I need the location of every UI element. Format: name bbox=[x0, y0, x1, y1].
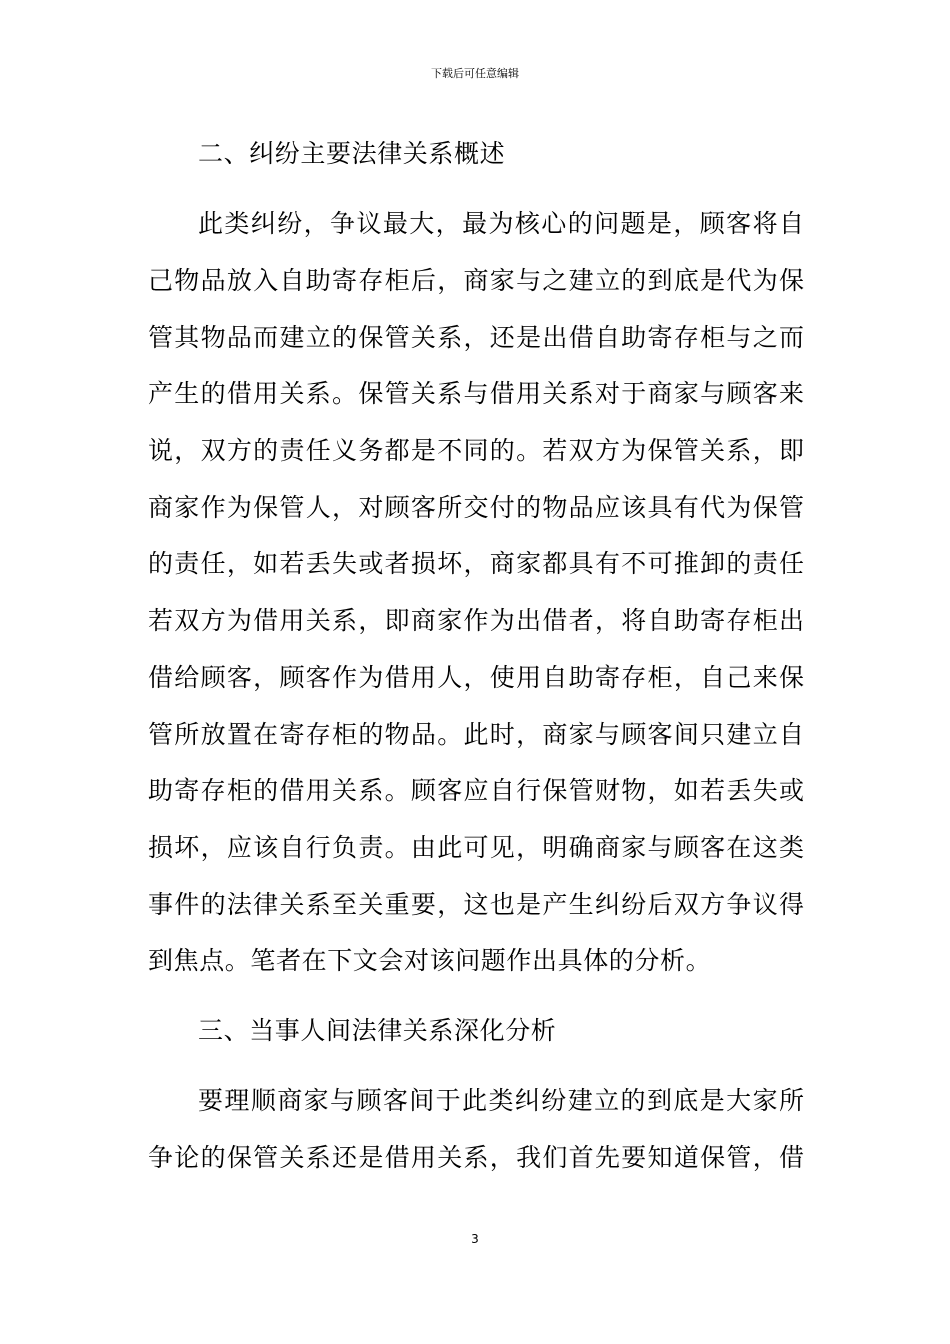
paragraph-line: 事件的法律关系至关重要，这也是产生纠纷后双方争议得 bbox=[148, 890, 804, 919]
header-note: 下载后可任意编辑 bbox=[431, 67, 519, 80]
paragraph-line: 商家作为保管人，对顾客所交付的物品应该具有代为保管 bbox=[148, 493, 804, 522]
paragraph-line: 要理顺商家与顾客间于此类纠纷建立的到底是大家所 bbox=[198, 1086, 804, 1115]
paragraph-line: 借给顾客，顾客作为借用人，使用自助寄存柜，自己来保 bbox=[148, 663, 804, 692]
section-heading-3: 三、当事人间法律关系深化分析 bbox=[198, 1016, 557, 1045]
paragraph-line: 的责任，如若丢失或者损坏，商家都具有不可推卸的责任 bbox=[148, 549, 804, 578]
paragraph-line: 己物品放入自助寄存柜后，商家与之建立的到底是代为保 bbox=[148, 266, 804, 295]
section-heading-2: 二、纠纷主要法律关系概述 bbox=[198, 139, 506, 168]
paragraph-line: 助寄存柜的借用关系。顾客应自行保管财物，如若丢失或 bbox=[148, 776, 804, 805]
paragraph-line: 到焦点。笔者在下文会对该问题作出具体的分析。 bbox=[148, 946, 712, 975]
paragraph-line: 若双方为借用关系，即商家作为出借者，将自助寄存柜出 bbox=[148, 606, 804, 635]
paragraph-line: 此类纠纷，争议最大，最为核心的问题是，顾客将自 bbox=[198, 209, 804, 238]
paragraph-line: 管其物品而建立的保管关系，还是出借自助寄存柜与之而 bbox=[148, 323, 804, 352]
paragraph-line: 说，双方的责任义务都是不同的。若双方为保管关系，即 bbox=[148, 436, 804, 465]
paragraph-line: 管所放置在寄存柜的物品。此时，商家与顾客间只建立自 bbox=[148, 720, 804, 749]
paragraph-line: 产生的借用关系。保管关系与借用关系对于商家与顾客来 bbox=[148, 379, 804, 408]
paragraph-line: 争论的保管关系还是借用关系，我们首先要知道保管，借 bbox=[148, 1143, 804, 1172]
paragraph-line: 损坏，应该自行负责。由此可见，明确商家与顾客在这类 bbox=[148, 833, 804, 862]
page-number: 3 bbox=[471, 1232, 479, 1246]
